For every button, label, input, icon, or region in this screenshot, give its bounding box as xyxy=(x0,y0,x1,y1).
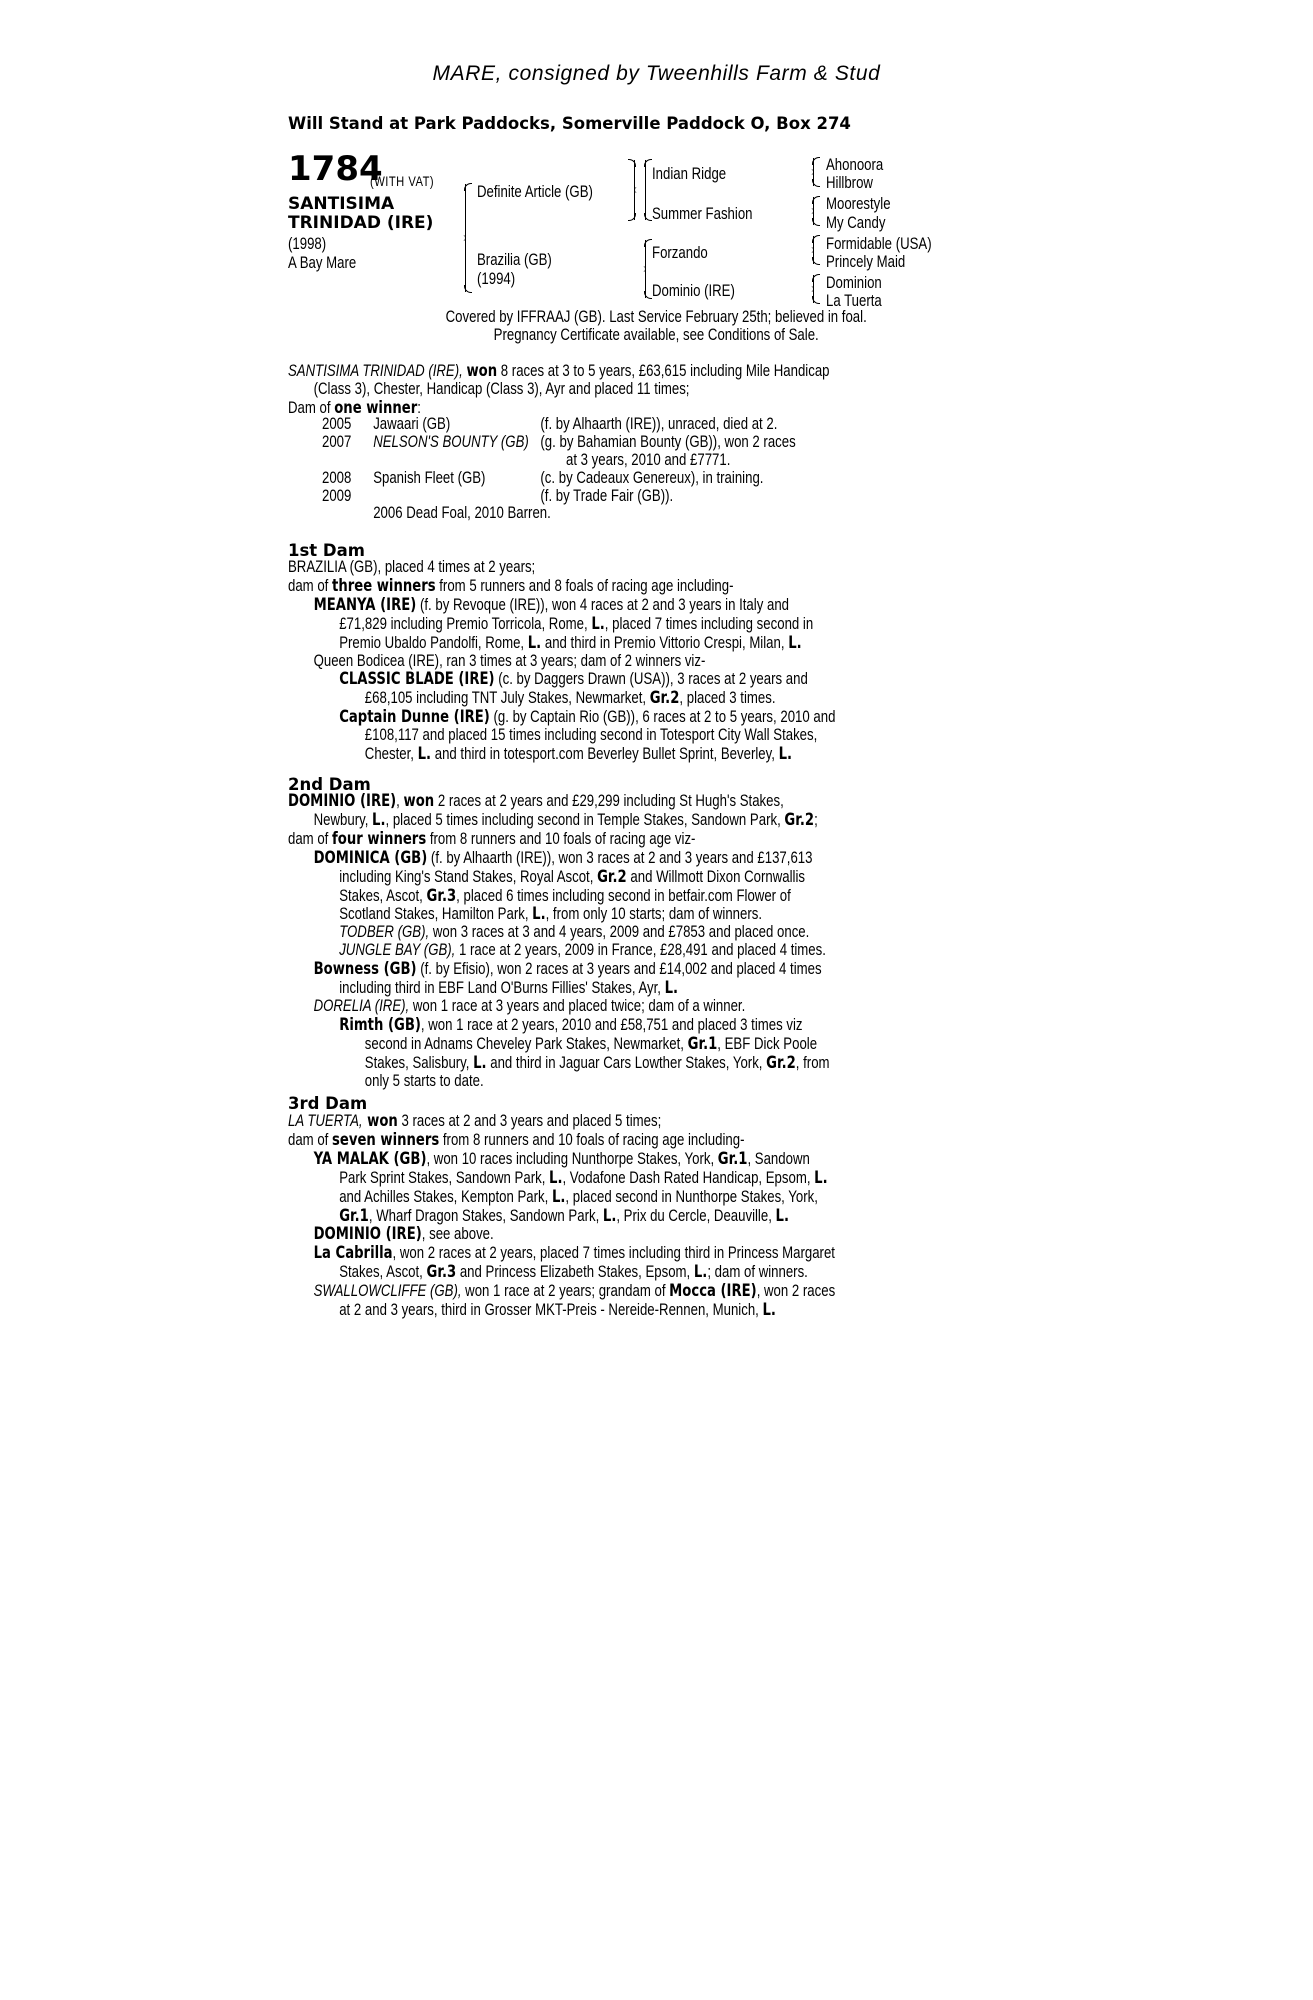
mare-record: SANTISIMA TRINIDAD (IRE), won 8 races at 3 to 5 years, £63,615 including Mile Handicap (Class 3), Chester, Handicap (Class 3), Ayr and placed 11 times; Dam of one winner: xyxy=(288,361,830,417)
produce-row: 2009 (f. by Trade Fair (GB)). xyxy=(322,486,674,505)
pedigree-dam xyxy=(477,251,552,289)
covering-line1: Covered by IFFRAAJ (GB). Last Service February 25th; believed in foal. xyxy=(445,308,868,326)
second-dam-record: DOMINIO (IRE), won 2 races at 2 years and £29,299 including St Hugh's Stakes, Newbury, L., placed 5 times including second in Temple Stakes, Sandown Park, Gr.2; dam of four winners from 8 runners and 10 foals of racing age viz- DOMINICA (GB) (f. by Alhaarth (IRE)), won 3 races at 2 and 3 years and £137,613 including King's Stand Stakes, Royal Ascot, Gr.2 and Willmott Dixon Cornwallis Stakes, Ascot, Gr.3, placed 6 times including second in betfair.com Flower of Scotland Stakes, Hamilton Park, L., from only 10 starts; dam of winners. TODBER (GB), won 3 races at 3 and 4 years, 2009 and £7853 and placed once. JUNGLE BAY (GB), 1 race at 2 years, 2009 in France, £28,491 and placed 4 times. Bowness (GB) (f. by Efisio), won 2 races at 3 years and £14,002 and placed 4 times including third in EBF Land O'Burns Fillies' Stakes, Ayr, L. DORELIA (IRE), won 1 race at 3 years and placed twice; dam of a winner. Rimth (GB), won 1 race at 2 years, 2010 and £58,751 and placed 3 times viz second in Adnams Cheveley Park Stakes, Newmarket, Gr.1, EBF Dick Poole Stakes, Salisbury, L. and third in Jaguar Cars Lowther Stakes, York, Gr.2, from only 5 starts to date. xyxy=(288,791,830,1090)
pedigree-brace xyxy=(465,184,466,292)
foaling-year: (1998) xyxy=(288,235,327,253)
pedigree-sire-sire: Indian Ridge xyxy=(652,165,727,183)
produce-row: 2008 Spanish Fleet (GB) (c. by Cadeaux Genereux), in training. xyxy=(322,468,764,487)
produce-row: 2007 NELSON'S BOUNTY (GB) (g. by Bahamian Bounty (GB)), won 2 races xyxy=(322,432,796,451)
lot-number: 1784 xyxy=(288,149,383,189)
ggp-brace-3 xyxy=(813,236,814,264)
ggp-moorestyle: Moorestyle xyxy=(826,195,891,214)
horse-details xyxy=(288,235,356,273)
dam-parents-brace xyxy=(645,240,646,298)
third-dam-record: LA TUERTA, won 3 races at 2 and 3 years and placed 5 times; dam of seven winners from 8 runners and 10 foals of racing age including- YA MALAK (GB), won 10 races including Nunthorpe Stakes, York, Gr.1, Sandown Park Sprint Stakes, Sandown Park, L., Vodafone Dash Rated Handicap, Epsom, L. and Achilles Stakes, Kempton Park, L., placed second in Nunthorpe Stakes, York, Gr.1, Wharf Dragon Stakes, Sandown Park, L., Prix du Cercle, Deauville, L. DOMINIO (IRE), see above. La Cabrilla, won 2 races at 2 years, placed 7 times including third in Princess Margaret Stakes, Ascot, Gr.3 and Princess Elizabeth Stakes, Epsom, L.; dam of winners. SWALLOWCLIFFE (GB), won 1 race at 2 years; grandam of Mocca (IRE), won 2 races at 2 and 3 years, third in Grosser MKT-Preis - Nereide-Rennen, Munich, L. xyxy=(288,1111,836,1320)
ggp-la-tuerta: La Tuerta xyxy=(826,292,882,311)
pedigree-great-grandparents xyxy=(826,156,932,311)
ggp-princely-maid: Princely Maid xyxy=(826,253,906,272)
consignment-heading: MARE, consigned by Tweenhills Farm & Stud xyxy=(432,62,881,85)
horse-name-line2: TRINIDAD (IRE) xyxy=(288,213,434,233)
sire-brace xyxy=(628,160,635,220)
ggp-formidable: Formidable (USA) xyxy=(826,234,932,253)
horse-description: A Bay Mare xyxy=(288,254,357,272)
pedigree-sire-dam: Summer Fashion xyxy=(652,205,753,223)
covering-note xyxy=(0,308,1313,345)
mare-name: SANTISIMA TRINIDAD (IRE), xyxy=(288,362,463,380)
produce-record: 2005 Jawaari (GB) (f. by Alhaarth (IRE)), unraced, died at 2. 2007 NELSON'S BOUNTY (GB) (g. by Bahamian Bounty (GB)), won 2 races at 3 years, 2010 and £7771. 2008 Spanish Fleet (GB) (c. by Cadeaux Genereux), in training. 2009 (f. by Trade Fair (GB)). 2006 Dead Foal, 2010 Barren. xyxy=(322,415,796,523)
second-dam-heading: 2nd Dam xyxy=(288,775,371,794)
pedigree-dam-year: (1994) xyxy=(477,270,516,288)
pedigree-dam-name: Brazilia (GB) xyxy=(477,251,552,269)
first-dam-heading: 1st Dam xyxy=(288,541,365,560)
sire-parents-brace xyxy=(645,160,646,220)
ggp-hillbrow: Hillbrow xyxy=(826,174,873,193)
horse-name xyxy=(288,195,433,233)
produce-row: 2005 Jawaari (GB) (f. by Alhaarth (IRE)), unraced, died at 2. xyxy=(322,415,778,433)
pedigree-dam-sire: Forzando xyxy=(652,244,708,262)
ggp-ahonoora: Ahonoora xyxy=(826,156,884,174)
ggp-brace-4 xyxy=(813,275,814,303)
horse-name-line1: SANTISIMA xyxy=(288,194,395,214)
vat-note: (WITH VAT) xyxy=(370,173,435,189)
ggp-my-candy: My Candy xyxy=(826,213,886,232)
ggp-brace-2 xyxy=(813,197,814,225)
pedigree-sire: Definite Article (GB) xyxy=(477,183,593,201)
covering-line2: Pregnancy Certificate available, see Conditions of Sale. xyxy=(493,326,820,344)
pedigree-dam-dam: Dominio (IRE) xyxy=(652,282,735,300)
produce-note: 2006 Dead Foal, 2010 Barren. xyxy=(373,504,551,523)
ggp-dominion: Dominion xyxy=(826,274,882,293)
ggp-brace-1 xyxy=(813,158,814,186)
third-dam-heading: 3rd Dam xyxy=(288,1094,368,1113)
first-dam-record: BRAZILIA (GB), placed 4 times at 2 years; dam of three winners from 5 runners and 8 foals of racing age including- MEANYA (IRE) (f. by Revoque (IRE)), won 4 races at 2 and 3 years in Italy and £71,829 including Premio Torricola, Rome, L., placed 7 times including second in Premio Ubaldo Pandolfi, Rome, L. and third in Premio Vittorio Crespi, Milan, L. Queen Bodicea (IRE), ran 3 times at 3 years; dam of 2 winners viz- CLASSIC BLADE (IRE) (c. by Daggers Drawn (USA)), 3 races at 2 years and £68,105 including TNT July Stakes, Newmarket, Gr.2, placed 3 times. Captain Dunne (IRE) (g. by Captain Rio (GB)), 6 races at 2 to 5 years, 2010 and £108,117 and placed 15 times including second in Totesport City Wall Stakes, Chester, L. and third in totesport.com Beverley Bullet Sprint, Beverley, L. xyxy=(288,558,836,764)
stand-location: Will Stand at Park Paddocks, Somerville Paddock O, Box 274 xyxy=(288,114,851,133)
